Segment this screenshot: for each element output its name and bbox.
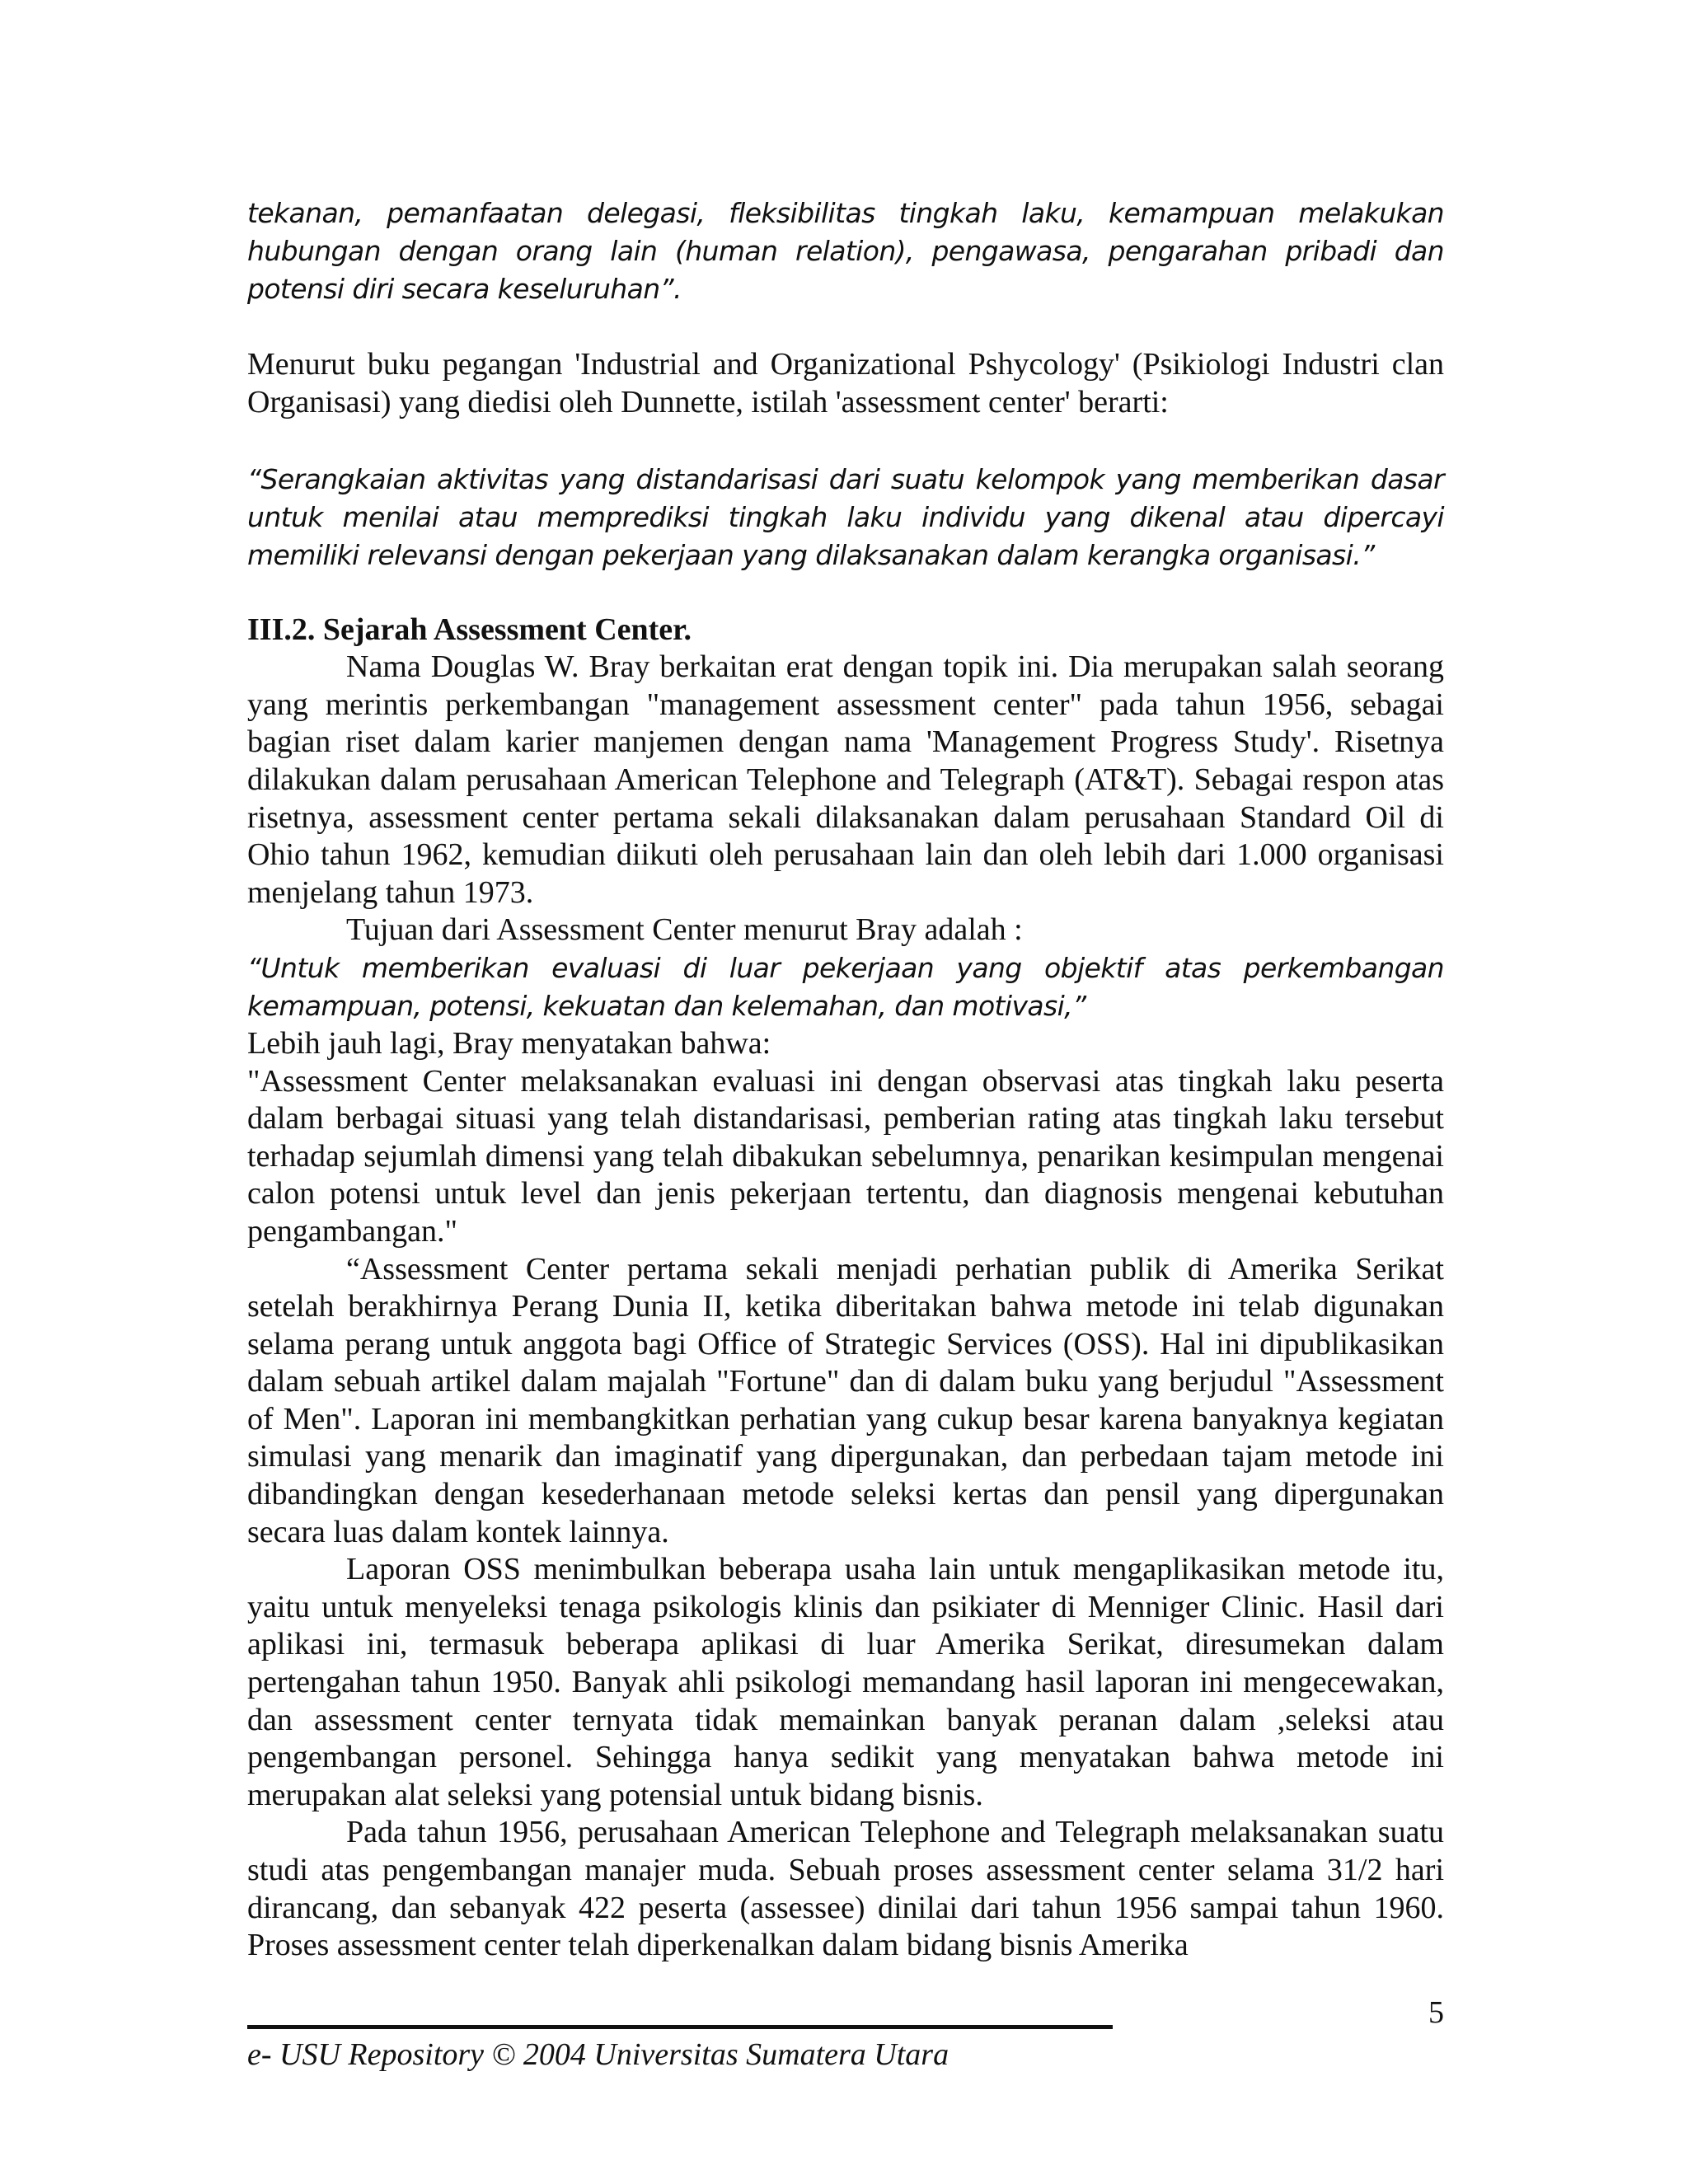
paragraph-bray-menyatakan: Lebih jauh lagi, Bray menyatakan bahwa: [247,1025,771,1061]
paragraph-quote-evaluasi: "Assessment Center melaksanakan evaluasi ini dengan observasi atas tingkah laku peserta dalam berbagai situasi yang telah distandarisasi, pemberian rating atas tingkah laku tersebut terhadap sejumlah dimensi yang telah dibakukan sebelumnya, penarikan kesimpulan mengenai calon potensi untuk level dan jenis pekerjaan tertentu, dan diagnosis mengenai kebutuhan pengambangan." [247,1063,1444,1249]
section-heading: III.2. Sejarah Assessment Center. [247,612,692,648]
page-body [247,194,1444,1965]
paragraph-laporan-oss: Laporan OSS menimbulkan beberapa usaha lain untuk mengaplikasikan metode itu, yaitu untuk menyeleksi tenaga psikologis klinis dan psikiater di Menniger Clinic. Hasil dari aplikasi ini, termasuk beberapa aplikasi di luar Amerika Serikat, diresumekan dalam pertengahan tahun 1950. Banyak ahli psikologi memandang hasil laporan ini mengecewakan, dan assessment center ternyata tidak memainkan banyak peranan dalam ,seleksi atau pengembangan personel. Sehingga hanya sedikit yang menyatakan bahwa metode ini merupakan alat seleksi yang potensial untuk bidang bisnis. [247,1552,1444,1812]
italic-quote-definition: “Serangkaian aktivitas yang distandarisasi dari suatu kelompok yang memberikan dasar untuk menilai atau memprediksi tingkah laku individu yang dikenal atau dipercayi memiliki relevansi dengan pekerjaan yang dilaksanakan dalam kerangka organisasi.” [247,463,1444,572]
paragraph-oss-history: “Assessment Center pertama sekali menjadi perhatian publik di Amerika Serikat setelah berakhirnya Perang Dunia II, ketika diberitakan bahwa metode ini telab digunakan selama perang untuk anggota bagi Office of Strategic Services (OSS). Hal ini dipublikasikan dalam sebuah artikel dalam majalah "Fortune" dan di dalam buku yang berjudul "Assessment of Men". Laporan ini membangkitkan perhatian yang cukup besar karena banyaknya kegiatan simulasi yang menarik dan imaginatif yang dipergunakan, dan perbedaan tajam metode ini dibandingkan dengan kesederhanaan metode seleksi kertas dan pensil yang dipergunakan secara luas dalam kontek lainnya. [247,1251,1444,1549]
page-number: 5 [1428,1995,1444,2030]
footer-repository-text: e- USU Repository © 2004 Universitas Sumatera Utara [247,2037,950,2072]
paragraph-tujuan: Tujuan dari Assessment Center menurut Bray adalah : [346,912,1023,948]
paragraph-douglas-bray: Nama Douglas W. Bray berkaitan erat dengan topik ini. Dia merupakan salah seorang yang merintis perkembangan "management assessment center" pada tahun 1956, sebagai bagian riset dalam karier manjemen dengan nama 'Management Progress Study'. Risetnya dilakukan dalam perusahaan American Telephone and Telegraph (AT&T). Sebagai respon atas risetnya, assessment center pertama sekali dilaksanakan dalam perusahaan Standard Oil di Ohio tahun 1962, kemudian diikuti oleh perusahaan lain dan oleh lebih dari 1.000 organisasi menjelang tahun 1973. [247,649,1444,910]
paragraph-dunnette-intro: Menurut buku pegangan 'Industrial and Organizational Pshycology' (Psikiologi Industri clan Organisasi) yang diedisi oleh Dunnette, istilah 'assessment center' berarti: [247,347,1444,419]
footer-divider [247,2025,1113,2029]
paragraph-att-study: Pada tahun 1956, perusahaan American Telephone and Telegraph melaksanakan suatu studi atas pengembangan manajer muda. Sebuah proses assessment center selama 31/2 hari dirancang, dan sebanyak 422 peserta (assessee) dinilai dari tahun 1956 sampai tahun 1960. Proses assessment center telah diperkenalkan dalam bidang bisnis Amerika [247,1815,1444,1963]
italic-quote-continuation: tekanan, pemanfaatan delegasi, fleksibilitas tingkah laku, kemampuan melakukan hubungan dengan orang lain (human relation), pengawasa, pengarahan pribadi dan potensi diri secara keseluruhan”. [247,197,1444,305]
italic-quote-tujuan: “Untuk memberikan evaluasi di luar pekerjaan yang objektif atas perkembangan kemampuan, potensi, kekuatan dan kelemahan, dan motivasi,” [247,951,1444,1022]
